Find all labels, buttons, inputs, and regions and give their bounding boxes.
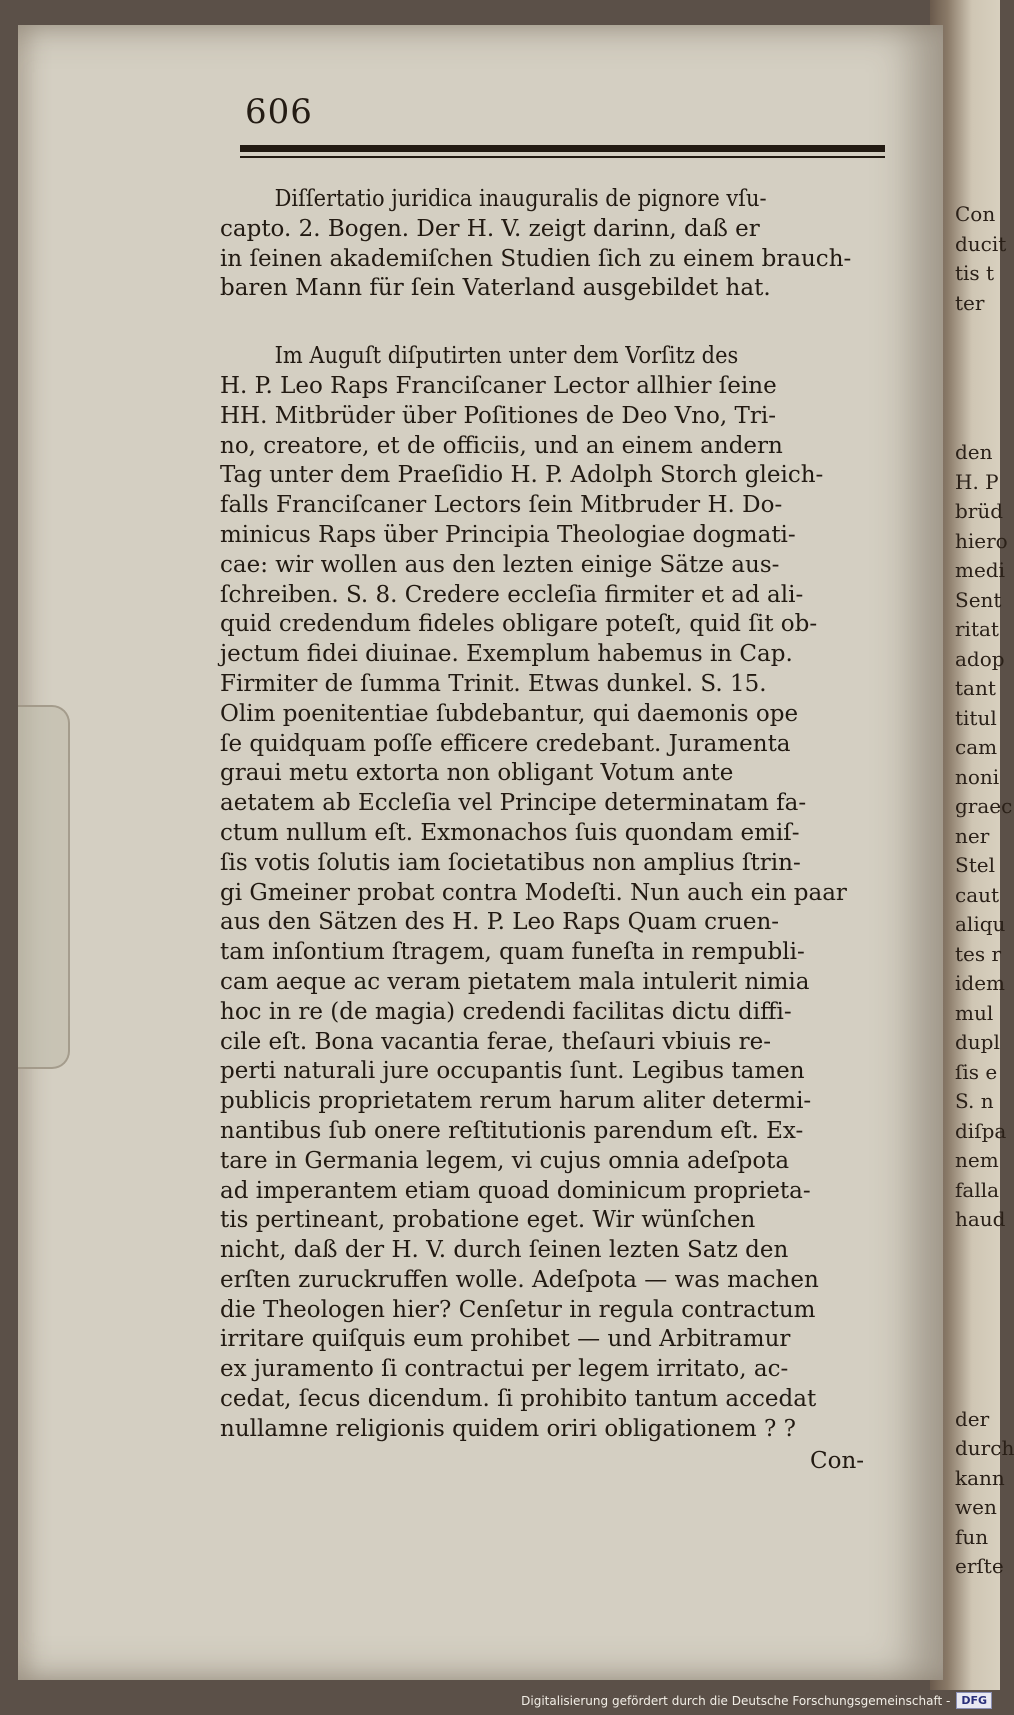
facing-page-fragment: graec [955,794,1013,818]
facing-page-fragment: noni [955,764,1000,789]
text-line: ctum nullum eſt. Exmonachos ſuis quondam emiſ- [220,819,800,846]
text-line: ad imperantem etiam quoad dominicum proprieta- [220,1177,811,1204]
facing-page-fragment: durch [955,1436,1014,1460]
facing-page-fragment: tes r [955,941,1002,966]
text-line: minicus Raps über Principia Theologiae dogmati- [220,521,796,548]
text-line: ſe quidquam poſſe efficere credebant. Juramenta [220,730,791,757]
facing-page-fragment: aliqu [955,912,1006,936]
text-line: in ſeinen akademiſchen Studien ſich zu einem brauch- [220,245,852,272]
facing-page-fragment: idem [955,971,1005,995]
footer-credit: Digitalisierung gefördert durch die Deutsche Forschungsgemeinschaft - [521,1693,951,1708]
text-line: quid credendum fideles obligare poteſt, quid ſit ob- [220,611,818,638]
text-line: capto. 2. Bogen. Der H. V. zeigt darinn, daß er [220,215,760,242]
catchword: Con- [810,1448,865,1474]
facing-page-fragment: ter [955,290,985,315]
facing-page-fragment: tis t [955,261,995,285]
text-line: cedat, ſecus dicendum. ſi prohibito tantum accedat [220,1386,817,1413]
text-line: irritare quiſquis eum prohibet — und Arbitramur [220,1326,791,1353]
facing-page-fragment: H. P [955,469,999,494]
text-line: tam inſontium ſtragem, quam funeſta in rempubli- [220,939,805,966]
text-line: Diſſertatio juridica inauguralis de pignore vſu- [274,186,767,212]
text-line: gi Gmeiner probat contra Modeſti. Nun auch ein paar [220,879,847,906]
text-line: hoc in re (de magia) credendi facilitas dictu diffi- [220,998,792,1025]
facing-page-fragment: ſis e [955,1059,998,1084]
text-line: aus den Sätzen des H. P. Leo Raps Quam cruen- [220,909,780,936]
text-line: nantibus ſub onere reſtitutionis parendum eſt. Ex- [220,1117,804,1144]
page-clip [18,705,70,1069]
facing-page-text [955,200,1014,1582]
text-line: baren Mann für ſein Vaterland ausgebildet hat. [220,275,771,302]
facing-page-fragment: brüd [955,499,1004,523]
text-line: ex juramento ſi contractui per legem irritato, ac- [220,1356,789,1383]
text-line: perti naturali jure occupantis ſunt. Legibus tamen [220,1058,805,1085]
text-line: Im Auguſt diſputirten unter dem Vorſitz des [274,343,739,370]
page-number: 606 [245,92,313,132]
text-line: publicis proprietatem rerum harum aliter determi- [220,1088,812,1115]
footer [521,1692,992,1709]
text-line: jectum fidei diuinae. Exemplum habemus in Cap. [220,641,793,668]
text-line: tare in Germania legem, vi cujus omnia adeſpota [220,1147,790,1174]
text-line: Olim poenitentiae ſubdebantur, qui daemonis ope [220,700,799,727]
text-line: H. P. Leo Raps Franciſcaner Lector allhier ſeine [220,372,777,399]
text-line: aetatem ab Eccleſia vel Principe determinatam fa- [220,790,807,817]
text-line: erſten zuruckruffen wolle. Adeſpota — was machen [220,1266,819,1293]
text-line: nullamne religionis quidem oriri obligationem ? ? [220,1415,797,1442]
facing-page-fragment: mul [955,1000,994,1025]
facing-page-fragment: medi [955,558,1005,582]
text-line: ſchreiben. S. 8. Credere eccleſia firmiter et ad ali- [220,581,804,608]
facing-page-fragment: Stel [955,853,995,877]
text-line: falls Franciſcaner Lectors ſein Mitbruder H. Do- [220,492,783,519]
text-line: cile eſt. Bona vacantia ferae, theſauri vbiuis re- [220,1028,771,1055]
facing-page-fragment: adop [955,646,1005,671]
text-line: cae: wir wollen aus den lezten einige Sätze aus- [220,551,780,578]
dfg-logo: DFG [956,1692,992,1709]
facing-page-fragment: den [955,440,993,464]
header-rule-thin [240,156,885,158]
facing-page-fragment: cam [955,735,998,759]
body-text [220,185,890,1445]
text-line: tis pertineant, probatione eget. Wir wünſchen [220,1207,756,1234]
paragraph [220,185,890,304]
facing-page-fragment: S. n [955,1089,994,1113]
facing-page-fragment: diſpa [955,1118,1007,1143]
paragraph [220,342,890,1444]
text-line: no, creatore, et de officiis, und an einem andern [220,432,783,459]
text-line: cam aeque ac veram pietatem mala intulerit nimia [220,968,810,995]
facing-page-fragment: falla [955,1177,1000,1202]
facing-page-fragment: ducit [955,231,1007,256]
facing-page-fragment: erſte [955,1554,1004,1578]
facing-page-fragment: Con [955,202,996,226]
facing-page-fragment: caut [955,882,1000,907]
text-line: die Theologen hier? Cenſetur in regula contractum [220,1296,816,1323]
facing-page-fragment: ner [955,823,990,848]
text-line: Tag unter dem Praeſidio H. P. Adolph Storch gleich- [220,462,824,489]
facing-page-fragment: kann [955,1465,1005,1490]
text-line: Firmiter de ſumma Trinit. Etwas dunkel. S. 15. [220,670,767,697]
facing-page-fragment: wen [955,1495,997,1519]
text-line: ſis votis ſolutis iam ſocietatibus non amplius ſtrin- [220,849,801,876]
facing-page-fragment: haud [955,1207,1006,1231]
text-line: graui metu extorta non obligant Votum ante [220,760,734,787]
header-rule-thick [240,145,885,152]
facing-page-fragment: Sent [955,587,1002,612]
facing-page-fragment: hiero [955,528,1008,553]
facing-page-fragment: ritat [955,617,999,641]
facing-page-fragment: dupl [955,1030,1000,1054]
text-line: HH. Mitbrüder über Poſitiones de Deo Vno, Tri- [220,402,776,429]
facing-page-fragment: tant [955,676,996,700]
facing-page-fragment: der [955,1406,990,1431]
facing-page-fragment: titul [955,705,997,730]
text-line: nicht, daß der H. V. durch ſeinen lezten Satz den [220,1237,789,1264]
facing-page-fragment: nem [955,1148,999,1172]
facing-page-fragment: fun [955,1524,989,1549]
